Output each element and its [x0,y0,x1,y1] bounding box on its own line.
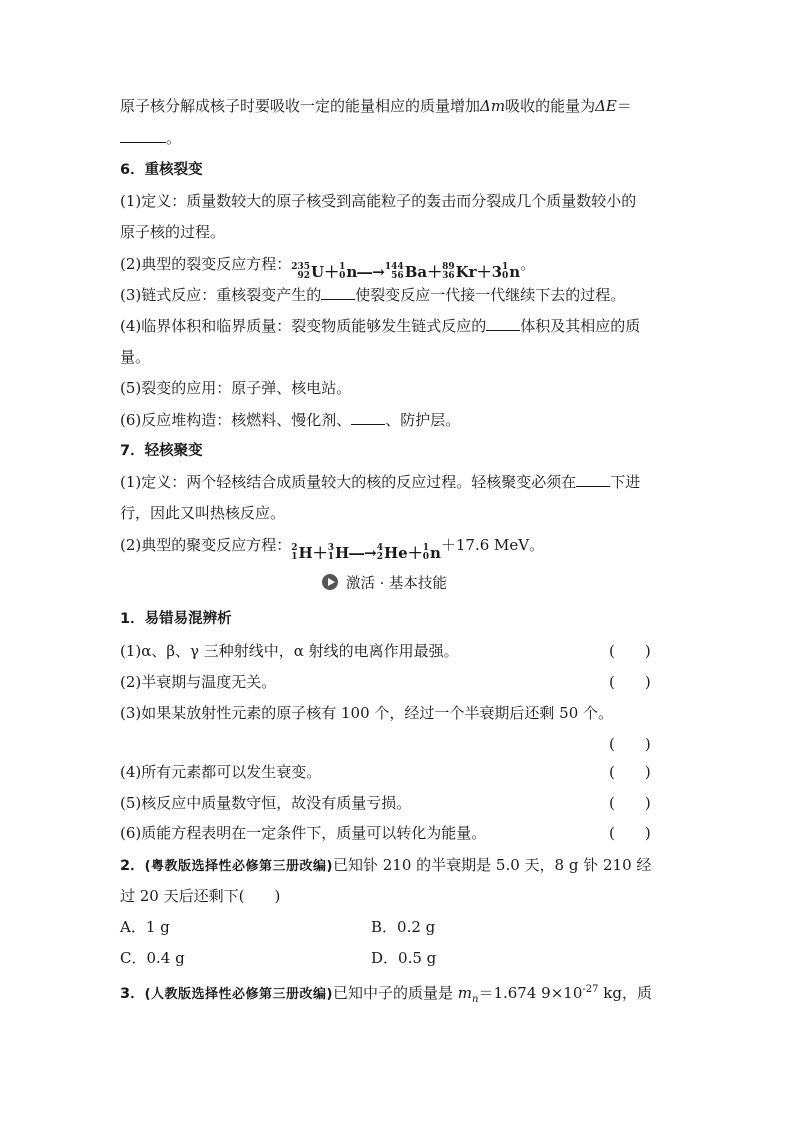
fusion-reaction-formula: 2 1 H＋ 3 1 H―→ 4 2 He＋ 1 0 n [291,543,441,562]
fission-applications: (5)裂变的应用：原子弹、核电站。 [120,379,352,397]
section-banner [322,572,447,592]
option-a[interactable]: A．1 g [120,918,170,936]
section-heading-fusion: 7．轻核聚变 [120,443,203,459]
intro-line-2: 。 [120,128,181,148]
fill-blank[interactable] [576,472,610,487]
fission-chain-reaction: (3)链式反应：重核裂变产生的 使裂变反应一代接一代继续下去的过程。 [120,286,626,304]
judge-item-3: (3)如果某放射性元素的原子核有 100 个，经过一个半衰期后还剩 50 个。 [120,704,614,722]
answer-bracket[interactable]: ( ) [609,794,651,812]
answer-bracket[interactable]: ( ) [609,763,651,781]
judge-item-4: (4)所有元素都可以发生衰变。 [120,763,322,781]
fusion-def-line-2: 行，因此又叫热核反应。 [120,504,286,522]
judge-item-6: (6)质能方程表明在一定条件下，质量可以转化为能量。 [120,824,487,842]
fill-blank[interactable] [351,410,385,425]
option-c[interactable]: C．0.4 g [120,949,185,967]
banner-label: 激活 · 基本技能 [346,575,447,592]
question-3-line-1: 3．(人教版选择性必修第三册改编)已知中子的质量是 $m_n=1.674$ $9\times 10^{-27}$ kg，质 [120,984,652,1005]
answer-bracket[interactable]: ( ) [609,735,651,753]
section-heading-fission: 6．重核裂变 [120,162,203,178]
fusion-equation: (2)典型的聚变反应方程： 2 1 H＋ 3 1 H―→ 4 2 He＋ 1 0 n＋17.6 MeV。 [120,536,545,562]
intro-line-1: 原子核分解成核子时要吸收一定的能量相应的质量增加Δm吸收的能量为ΔE＝ [120,97,632,115]
fission-reactor: (6)反应堆构造：核燃料、慢化剂、 、防护层。 [120,411,461,429]
exercise-heading: 1．易错易混辨析 [120,611,232,627]
option-d[interactable]: D．0.5 g [371,949,437,967]
fill-blank[interactable] [486,316,520,331]
play-circle-icon [322,574,338,590]
answer-bracket[interactable]: ( ) [609,673,651,691]
fission-reaction-formula: 235 92 U＋ 1 0 n―→ 144 56 Ba＋ 89 36 Kr＋3 1 0 n [291,262,521,281]
question-2-line-1: 2．(粤教版选择性必修第三册改编)已知钋 210 的半衰期是 5.0 天，8 g 钋 210 经 [120,856,652,874]
fill-blank[interactable] [120,128,166,143]
judge-item-5: (5)核反应中质量数守恒，故没有质量亏损。 [120,794,412,812]
fission-def-line-1: (1)定义：质量数较大的原子核受到高能粒子的轰击而分裂成几个质量数较小的 [120,192,637,210]
fill-blank[interactable] [321,285,355,300]
fission-equation: (2)典型的裂变反应方程： 235 92 U＋ 1 0 n―→ 144 56 Ba＋ 89 36 Kr＋3 1 0 n。 [120,255,536,281]
question-2-line-2: 过 20 天后还剩下( ) [120,887,281,905]
fission-def-line-2: 原子核的过程。 [120,223,226,241]
judge-item-2: (2)半衰期与温度无关。 [120,673,277,691]
judge-item-1: (1)α、β、γ 三种射线中，α 射线的电离作用最强。 [120,642,459,660]
fission-critical-line-1: (4)临界体积和临界质量：裂变物质能够发生链式反应的 体积及其相应的质 [120,317,641,335]
fusion-def-line-1: (1)定义：两个轻核结合成质量较大的核的反应过程。轻核聚变必须在 下进 [120,473,641,491]
option-b[interactable]: B．0.2 g [371,918,436,936]
fission-critical-line-2: 量。 [120,348,151,366]
answer-bracket[interactable]: ( ) [609,642,651,660]
answer-bracket[interactable]: ( ) [609,824,651,842]
